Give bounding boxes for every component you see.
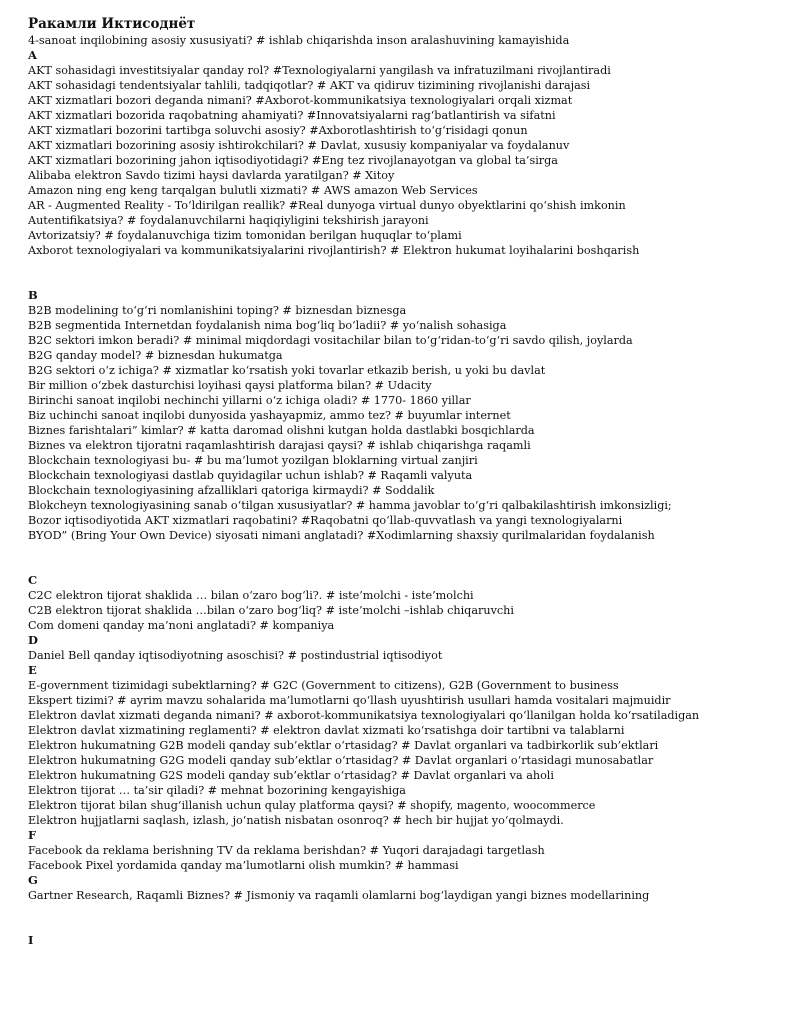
intro-line: 4-sanoat inqilobining asosiy xususiyati? # ishlab chiqarishda inson aralashuvining kamayishida — [28, 34, 570, 47]
section-letter-g: G — [28, 873, 38, 887]
entry-line: AKT xizmatlari bozorining jahon iqtisodiyotidagi? #Eng tez rivojlanayotgan va global ta’sirga — [28, 154, 558, 167]
entry-line: AKT sohasidagi tendentsiyalar tahlili, tadqiqotlar? # AKT va qidiruv tizimining rivojlanishi darajasi — [28, 79, 591, 92]
entry-line: Blockchain texnologiyasi dastlab quyidagilar uchun ishlab? # Raqamli valyuta — [28, 469, 473, 482]
entry-line: B2G sektori o‘z ichiga? # xizmatlar ko‘rsatish yoki tovarlar etkazib berish, u yoki bu davlat — [28, 364, 546, 377]
entry-line: Blockchain texnologiyasining afzalliklari qatoriga kirmaydi? # Soddalik — [28, 484, 435, 497]
entry-line: Axborot texnologiyalari va kommunikatsiyalarini rivojlantirish? # Elektron hukumat loyihalarini boshqarish — [28, 244, 640, 257]
entry-line: B2B segmentida Internetdan foydalanish nima bog‘liq bo‘ladii? # yo‘nalish sohasiga — [28, 319, 507, 332]
entry-line: AR - Augmented Reality - To‘ldirilgan reallik? #Real dunyoga virtual dunyo obyektlarini qo‘shish imkonin — [28, 199, 626, 212]
section-d — [28, 648, 788, 663]
entry-line: B2G qanday model? # biznesdan hukumatga — [28, 349, 283, 362]
entry-line: C2B elektron tijorat shaklida …bilan o‘zaro bog‘liq? # iste’molchi –ishlab chiqaruvchi — [28, 604, 514, 617]
entry-line: Biznes farishtalari” kimlar? # katta daromad olishni kutgan holda dastlabki bosqichlarda — [28, 424, 535, 437]
section-letter-c: C — [28, 573, 38, 587]
entry-line: B2B modelining to‘g‘ri nomlanishini toping? # biznesdan biznesga — [28, 304, 407, 317]
entry-line: Elektron tijorat bilan shug‘illanish uchun qulay platforma qaysi? # shopify, magento, woocommerce — [28, 799, 596, 812]
entry-line: Blokcheyn texnologiyasining sanab o‘tilgan xususiyatlar? # hamma javoblar to‘g‘ri qalbakilashtirish imkonsizligi; — [28, 499, 672, 512]
section-c — [28, 588, 788, 633]
entry-line: E-government tizimidagi subektlarning? # G2C (Government to citizens), G2B (Government to business — [28, 679, 619, 692]
entry-line: AKT xizmatlari bozori deganda nimani? #Axborot-kommunikatsiya texnologiyalari orqali xizmat — [28, 94, 573, 107]
entry-line: Elektron hujjatlarni saqlash, izlash, jo‘natish nisbatan osonroq? # hech bir hujjat yo‘qolmaydi. — [28, 814, 564, 827]
section-spacer — [28, 543, 788, 573]
document-title: Ракамли Иктисоднёт — [28, 16, 196, 32]
entry-line: Ekspert tizimi? # ayrim mavzu sohalarida ma’lumotlarni qo‘llash uyushtirish usullari hamda vositalari majmuidir — [28, 694, 671, 707]
entry-line: Autentifikatsiya? # foydalanuvchilarni haqiqiyligini tekshirish jarayoni — [28, 214, 429, 227]
entry-line: Elektron tijorat … ta’sir qiladi? # mehnat bozorining kengayishiga — [28, 784, 406, 797]
section-letter-e: E — [28, 663, 37, 677]
entry-line: AKT xizmatlari bozorini tartibga soluvchi asosiy? #Axborotlashtirish to‘g‘risidagi qonun — [28, 124, 528, 137]
entry-line: C2C elektron tijorat shaklida … bilan o‘zaro bog‘li?. # iste’molchi - iste’molchi — [28, 589, 474, 602]
entry-line: Elektron davlat xizmatining reglamenti? # elektron davlat xizmati ko‘rsatishga doir tartibni va talablarni — [28, 724, 625, 737]
entry-line: Biz uchinchi sanoat inqilobi dunyosida yashayapmiz, ammo tez? # buyumlar internet — [28, 409, 511, 422]
section-e — [28, 678, 788, 828]
section-letter-d: D — [28, 633, 38, 647]
section-letter-b: B — [28, 288, 38, 302]
section-a — [28, 63, 788, 258]
entry-line: Amazon ning eng keng tarqalgan bulutli xizmati? # AWS amazon Web Services — [28, 184, 478, 197]
section-spacer — [28, 258, 788, 288]
section-spacer — [28, 903, 788, 933]
entry-line: Birinchi sanoat inqilobi nechinchi yillarni o‘z ichiga oladi? # 1770- 1860 yillar — [28, 394, 471, 407]
section-letter-f: F — [28, 828, 37, 842]
entry-line: AKT xizmatlari bozorining asosiy ishtirokchilari? # Davlat, xususiy kompaniyalar va foydalanuv — [28, 139, 570, 152]
entry-line: Bir million o‘zbek dasturchisi loyihasi qaysi platforma bilan? # Udacity — [28, 379, 432, 392]
entry-line: Avtorizatsiy? # foydalanuvchiga tizim tomonidan berilgan huquqlar to‘plami — [28, 229, 462, 242]
entry-line: Facebook Pixel yordamida qanday ma’lumotlarni olish mumkin? # hammasi — [28, 859, 459, 872]
entry-line: Gartner Research, Raqamli Biznes? # Jismoniy va raqamli olamlarni bog‘laydigan yangi biznes modellarining — [28, 889, 650, 902]
section-b — [28, 303, 788, 543]
entry-line: Elektron hukumatning G2S modeli qanday sub’ektlar o‘rtasidag? # Davlat organlari va aholi — [28, 769, 554, 782]
entry-line: AKT sohasidagi investitsiyalar qanday rol? #Texnologiyalarni yangilash va infratuzilmani rivojlantiradi — [28, 64, 611, 77]
entry-line: Facebook da reklama berishning TV da reklama berishdan? # Yuqori darajadagi targetlash — [28, 844, 545, 857]
entry-line: B2C sektori imkon beradi? # minimal miqdordagi vositachilar bilan to‘g‘ridan-to‘g‘ri savdo qilish, joylarda — [28, 334, 633, 347]
section-letter-a: A — [28, 48, 37, 62]
document-page — [28, 16, 788, 948]
entry-line: BYOD” (Bring Your Own Device) siyosati nimani anglatadi? #Xodimlarning shaxsiy qurilmalaridan foydalanish — [28, 529, 655, 542]
entry-line: Alibaba elektron Savdo tizimi haysi davlarda yaratilgan? # Xitoy — [28, 169, 395, 182]
entry-line: Elektron hukumatning G2B modeli qanday sub’ektlar o‘rtasidag? # Davlat organlari va tadbirkorlik sub’ektlari — [28, 739, 659, 752]
entry-line: Elektron davlat xizmati deganda nimani? # axborot-kommunikatsiya texnologiyalari qo‘llanilgan holda ko‘rsatiladigan — [28, 709, 700, 722]
entry-line: Biznes va elektron tijoratni raqamlashtirish darajasi qaysi? # ishlab chiqarishga raqamli — [28, 439, 531, 452]
section-g — [28, 888, 788, 903]
entry-line: Elektron hukumatning G2G modeli qanday sub’ektlar o‘rtasidag? # Davlat organlari o‘rtasidagi munosabatlar — [28, 754, 654, 767]
section-letter-i: I — [28, 933, 34, 947]
entry-line: AKT xizmatlari bozorida raqobatning ahamiyati? #Innovatsiyalarni rag‘batlantirish va sifatni — [28, 109, 556, 122]
entry-line: Bozor iqtisodiyotida AKT xizmatlari raqobatini? #Raqobatni qo‘llab-quvvatlash va yangi texnologiyalarni — [28, 514, 623, 527]
section-f — [28, 843, 788, 873]
entry-line: Daniel Bell qanday iqtisodiyotning asoschisi? # postindustrial iqtisodiyot — [28, 649, 443, 662]
entry-line: Blockchain texnologiyasi bu- # bu ma’lumot yozilgan bloklarning virtual zanjiri — [28, 454, 478, 467]
entry-line: Com domeni qanday ma’noni anglatadi? # kompaniya — [28, 619, 335, 632]
